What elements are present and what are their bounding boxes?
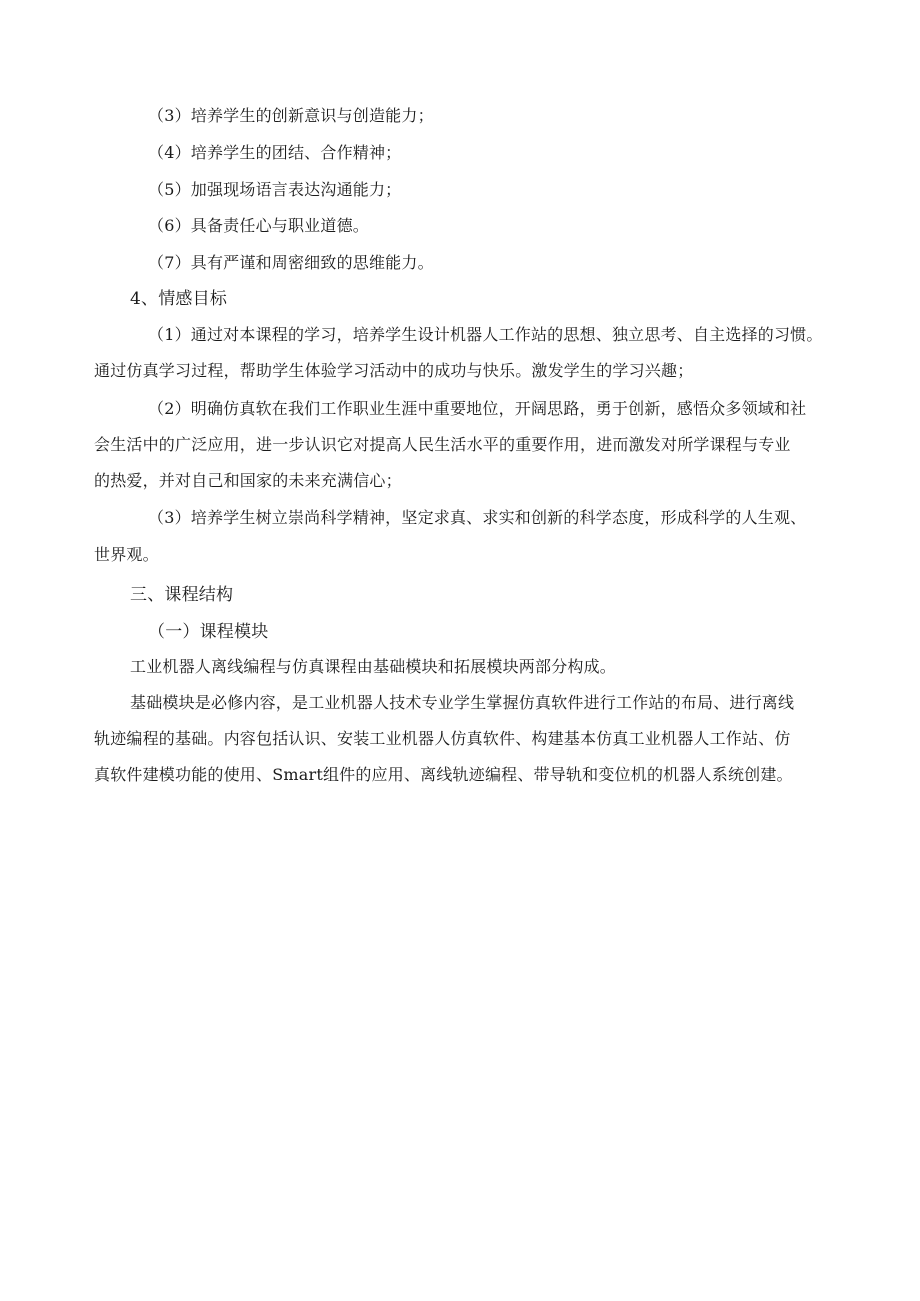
skill-goal-item-3: （3）培养学生的创新意识与创造能力； [148,106,434,125]
emotion-goal-p3-line1: （3）培养学生树立崇尚科学精神，坚定求真、求实和创新的科学态度，形成科学的人生观、 [148,508,807,527]
emotion-goal-p1-line2: 通过仿真学习过程，帮助学生体验学习活动中的成功与快乐。激发学生的学习兴趣； [94,361,694,380]
emotion-goal-p1-line1: （1）通过对本课程的学习，培养学生设计机器人工作站的思想、独立思考、自主选择的习惯。 [148,325,823,344]
emotion-goal-p2-line2: 会生活中的广泛应用，进一步认识它对提高人民生活水平的重要作用，进而激发对所学课程与专业 [94,435,791,454]
skill-goal-item-4: （4）培养学生的团结、合作精神； [148,143,402,162]
emotion-goal-p2-line3: 的热爱，并对自己和国家的未来充满信心； [94,471,402,490]
basic-module-line2: 轨迹编程的基础。内容包括认识、安装工业机器人仿真软件、构建基本仿真工业机器人工作站、仿 [94,729,791,748]
skill-goal-item-6: （6）具备责任心与职业道德。 [148,216,369,235]
course-structure-heading: 三、课程结构 [130,585,234,605]
course-modules-intro: 工业机器人离线编程与仿真课程由基础模块和拓展模块两部分构成。 [130,657,617,676]
basic-module-line1: 基础模块是必修内容，是工业机器人技术专业学生掌握仿真软件进行工作站的布局、进行离线 [130,693,795,712]
skill-goal-item-5: （5）加强现场语言表达沟通能力； [148,180,402,199]
emotion-goal-p3-line2: 世界观。 [94,545,159,564]
emotion-goal-p2-line1: （2）明确仿真软在我们工作职业生涯中重要地位，开阔思路，勇于创新，感悟众多领域和社 [148,399,807,418]
emotion-goals-heading: 4、情感目标 [130,289,228,309]
skill-goal-item-7: （7）具有严谨和周密细致的思维能力。 [148,253,434,272]
basic-module-line3: 真软件建模功能的使用、Smart组件的应用、离线轨迹编程、带导轨和变位机的机器人系统创建。 [94,765,793,784]
course-modules-subheading: （一）课程模块 [148,622,269,642]
